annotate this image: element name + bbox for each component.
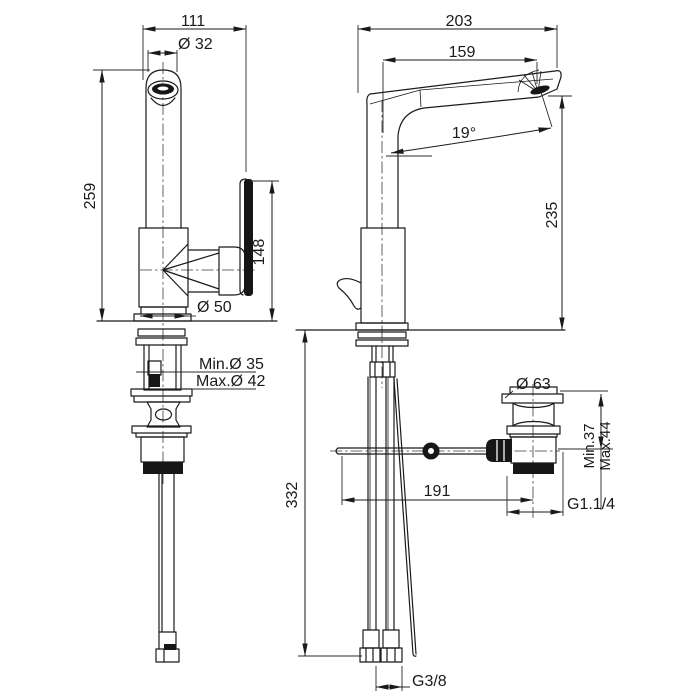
label-deck-min-37: Min.37 <box>581 423 598 469</box>
waste-thread-band-front <box>513 463 554 474</box>
label-reach-159: 159 <box>448 44 476 61</box>
handle-lever <box>244 179 253 296</box>
aerator-slot <box>158 87 169 91</box>
label-handle-height-148: 148 <box>251 238 268 266</box>
label-below-deck-332: 332 <box>284 481 301 509</box>
clamp-block <box>149 374 160 387</box>
label-hole-max-42: Max.Ø 42 <box>196 373 266 390</box>
label-depth-203: 203 <box>445 13 473 30</box>
label-height-259: 259 <box>82 182 99 210</box>
label-angle-19: 19° <box>451 125 477 142</box>
label-deck-max-44: Max.44 <box>597 421 614 471</box>
label-base-dia-50: Ø 50 <box>197 299 232 316</box>
label-waste-thread-g114: G1.1/4 <box>567 496 616 513</box>
label-rod-reach-191: 191 <box>423 483 451 500</box>
label-width-111: 111 <box>180 13 206 30</box>
ball-joint-center <box>428 448 434 454</box>
tailpipe-seal <box>164 644 176 650</box>
label-waste-dia-63: Ø 63 <box>516 376 551 393</box>
label-supply-thread-g38: G3/8 <box>412 673 447 690</box>
label-spout-dia-32: Ø 32 <box>178 36 213 53</box>
label-spout-height-235: 235 <box>544 201 561 229</box>
waste-thread-band-side <box>143 462 183 474</box>
rod-clamp-knob <box>486 439 512 462</box>
label-hole-min-35: Min.Ø 35 <box>199 356 264 373</box>
